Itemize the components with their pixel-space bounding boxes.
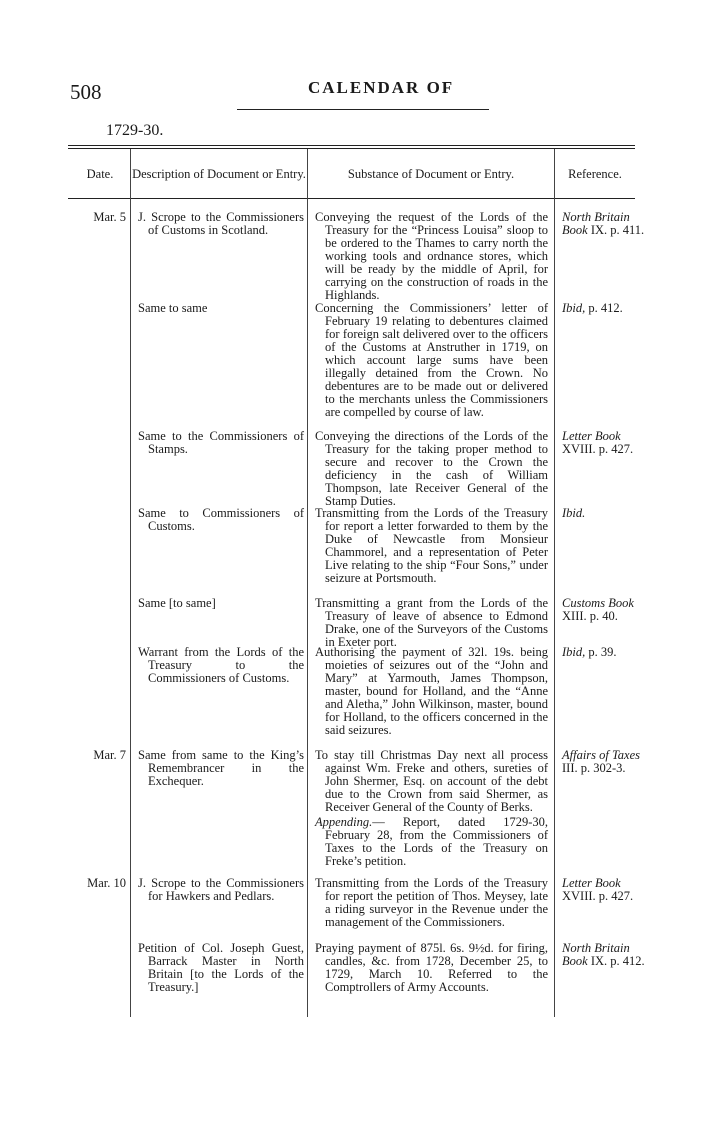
entry-substance: Authorising the payment of 32l. 19s. being moieties of seizures out of the “John and Mary” at Yarmouth, James Thompson, master, bound for Holland, and the “Anne and Aletha,” John Wilkinson, master, bound for Holland, to the officers concerned in the said seizures. xyxy=(315,645,548,737)
entry-description: Same [to same] xyxy=(138,596,216,610)
column-header-date: Date. xyxy=(86,167,114,181)
reference-page: p. 39. xyxy=(588,645,617,659)
entry-substance: To stay till Christmas Day next all process against Wm. Freke and others, sureties of John Shermer, Esq. on account of the debt due to the Crown from said Shermer, as Receiver General of the County of Berks. xyxy=(315,748,548,814)
entry-reference xyxy=(562,646,648,659)
entry-reference xyxy=(562,597,648,623)
entry-date: Mar. 5 xyxy=(93,210,126,224)
entry-date: Mar. 7 xyxy=(93,748,126,762)
entry-reference xyxy=(562,430,648,456)
entry-substance: Transmitting from the Lords of the Treasury for report a letter forwarded to them by the Duke of Newcastle from Monsieur Chammorel, and a representation of Peter Live relating to the ship “Four Sons,” under seizure at Portsmouth. xyxy=(315,506,548,585)
header-bottom-rule xyxy=(68,198,635,199)
reference-book: Ibid, xyxy=(562,301,586,315)
entry-description: Warrant from the Lords of the Treasury to the Commissioners of Customs. xyxy=(138,645,304,685)
reference-page: IX. p. 412. xyxy=(590,954,645,968)
reference-book: Customs Book xyxy=(562,596,634,610)
column-header-reference: Reference. xyxy=(568,167,622,181)
reference-page: XVIII. p. 427. xyxy=(562,442,634,456)
table-top-rule-double xyxy=(68,148,635,149)
entry-reference xyxy=(562,302,648,315)
page-number: 508 xyxy=(70,80,102,104)
entry-description: J. Scrope to the Commissioners for Hawkers and Pedlars. xyxy=(138,876,304,903)
reference-page: IX. p. 411. xyxy=(590,223,645,237)
table-top-rule xyxy=(68,145,635,146)
entry-description: Same from same to the King’s Remembrancer in the Exchequer. xyxy=(138,748,304,788)
entry-appendix xyxy=(315,816,548,868)
column-header-description: Description of Document or Entry. xyxy=(132,167,306,181)
reference-book: North Britain Book xyxy=(562,941,630,968)
reference-page: III. p. 302-3. xyxy=(562,761,626,775)
reference-book: North Britain Book xyxy=(562,210,630,237)
entry-substance: Transmitting a grant from the Lords of the Treasury of leave of absence to Edmond Drake, one of the Surveyors of the Customs in Exeter port. xyxy=(315,596,548,649)
entry-reference xyxy=(562,749,648,775)
column-divider xyxy=(130,149,131,1017)
reference-page: p. 412. xyxy=(588,301,623,315)
entry-reference xyxy=(562,877,648,903)
reference-book: Ibid. xyxy=(562,506,586,520)
appendix-text: — Report, dated 1729-30, February 28, from the Commissioners of Taxes to the Lords of the Treasury on Freke’s petition. xyxy=(325,815,548,868)
entry-reference xyxy=(562,942,648,968)
entry-description: Same to same xyxy=(138,301,208,315)
appendix-lead: Appending. xyxy=(315,815,373,829)
reference-page: XVIII. p. 427. xyxy=(562,889,634,903)
entry-substance: Praying payment of 875l. 6s. 9½d. for firing, candles, &c. from 1728, December 25, to 1729, March 10. Referred to the Comptrollers of Army Accounts. xyxy=(315,941,548,994)
entry-substance: Conveying the request of the Lords of the Treasury for the “Princess Louisa” sloop to be ordered to the Thames to carry north the working tools and ordnance stores, which will be ready by the middle of April, for carrying on the construction of roads in the Highlands. xyxy=(315,210,548,302)
running-title: CALENDAR OF xyxy=(308,78,455,97)
column-divider xyxy=(554,149,555,1017)
reference-book: Letter Book xyxy=(562,429,621,443)
entry-date: Mar. 10 xyxy=(87,876,126,890)
entry-description: Same to Commissioners of Customs. xyxy=(138,506,304,533)
entry-substance: Concerning the Commissioners’ letter of February 19 relating to debentures claimed for foreign salt delivered over to the officers of the Customs at Anstruther in 1719, on which account large sums have been illegally detained from the Crown. No debentures are to be made out or delivered to the merchants unless the Commissioners are compelled by course of law. xyxy=(315,301,548,419)
entry-reference xyxy=(562,507,648,520)
entry-description: J. Scrope to the Commissioners of Customs in Scotland. xyxy=(138,210,304,237)
reference-page: XIII. p. 40. xyxy=(562,609,618,623)
entry-substance: Transmitting from the Lords of the Treasury for report the petition of Thos. Meysey, late a riding surveyor in the Revenue under the management of the Commissioners. xyxy=(315,876,548,929)
reference-book: Letter Book xyxy=(562,876,621,890)
year-heading: 1729-30. xyxy=(106,122,164,139)
column-header-substance: Substance of Document or Entry. xyxy=(347,167,515,181)
entry-description: Petition of Col. Joseph Guest, Barrack Master in North Britain [to the Lords of the Treasury.] xyxy=(138,941,304,994)
entry-reference xyxy=(562,211,648,237)
reference-book: Ibid, xyxy=(562,645,586,659)
entry-description: Same to the Commissioners of Stamps. xyxy=(138,429,304,456)
column-divider xyxy=(307,149,308,1017)
reference-book: Affairs of Taxes xyxy=(562,748,641,762)
title-rule xyxy=(237,109,489,110)
entry-substance: Conveying the directions of the Lords of the Treasury for the taking proper method to secure and recover to the Crown the deficiency in the cash of William Thompson, late Receiver General of the Stamp Duties. xyxy=(315,429,548,508)
